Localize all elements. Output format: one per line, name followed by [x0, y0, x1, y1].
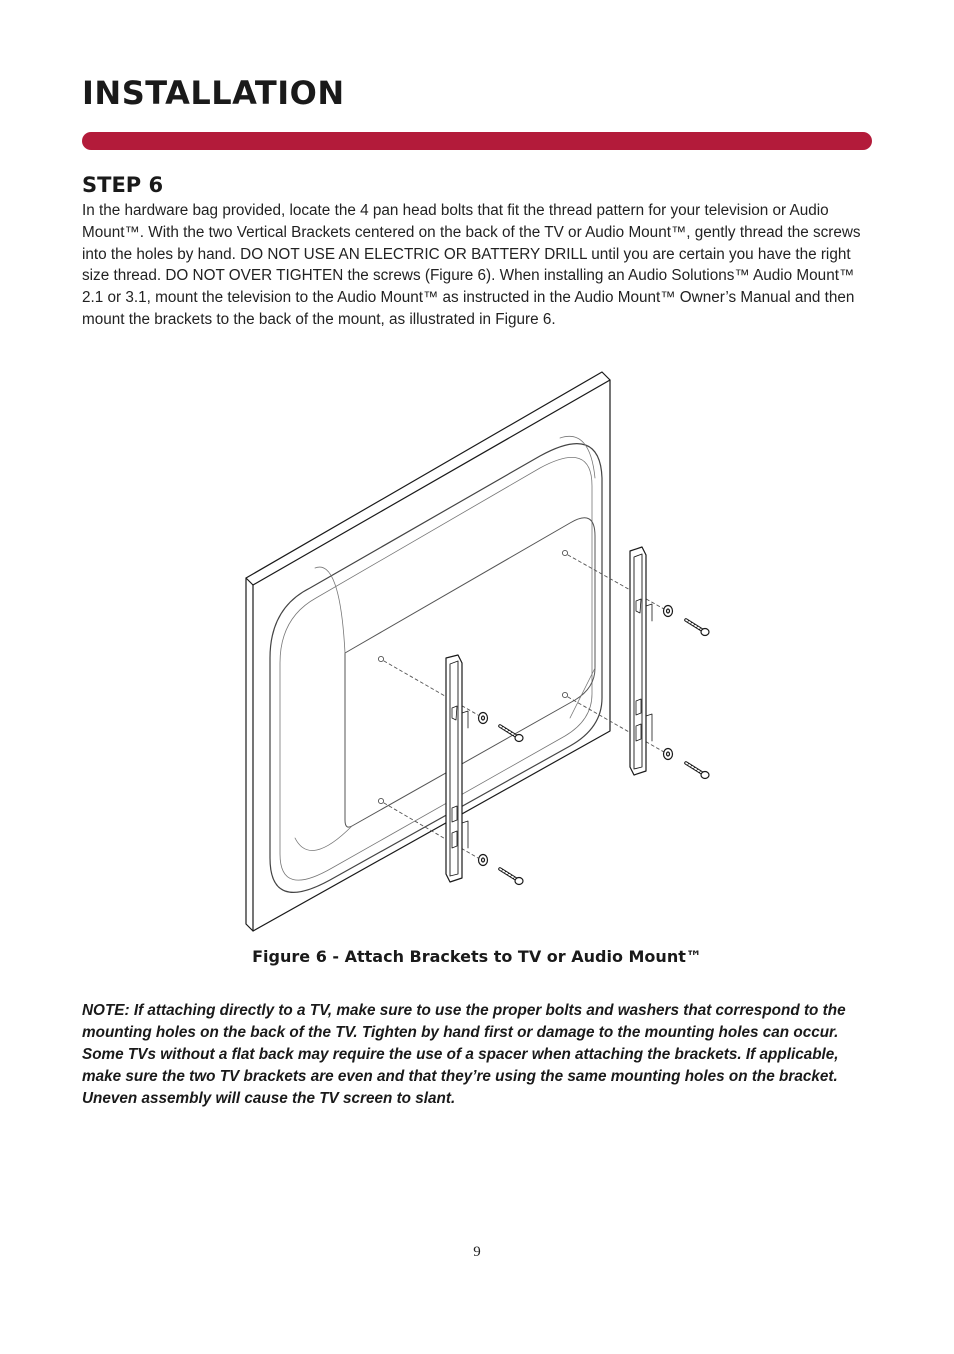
page-title: INSTALLATION	[82, 74, 345, 112]
figure-caption: Figure 6 - Attach Brackets to TV or Audio Mount™	[252, 947, 702, 966]
section-divider-bar	[82, 132, 872, 150]
tv-bracket-illustration	[240, 368, 720, 936]
page-number: 9	[473, 1244, 481, 1260]
bolt	[500, 869, 523, 885]
step-instructions: In the hardware bag provided, locate the 4 pan head bolts that fit the thread pattern for your television or Audio Mount™. With the two Vertical Brackets centered on the back of the TV or Audio Mount™, gently thread the screws into the holes by hand. DO NOT USE AN ELECTRIC OR BATTERY DRILL until you are certain you have the right size thread. DO NOT OVER TIGHTEN the screws (Figure 6). When installing an Audio Solutions™ Audio Mount™ 2.1 or 3.1, mount the television to the Audio Mount™ as instructed in the Audio Mount™ Owner’s Manual and then mount the brackets to the back of the mount, as illustrated in Figure 6.	[82, 202, 861, 328]
bolt	[686, 763, 709, 779]
right-vertical-bracket	[630, 547, 652, 775]
installation-note: NOTE: If attaching directly to a TV, make sure to use the proper bolts and washers that correspond to the mounting holes on the back of the TV. Tighten by hand first or damage to the mounting holes can occur. Some TVs without a flat back may require the use of a spacer when attaching the brackets. If applicable, make sure the two TV brackets are even and that they’re using the same mounting holes on the bracket. Uneven assembly will cause the TV screen to slant.	[82, 1002, 846, 1107]
tv-back-panel	[246, 372, 610, 931]
step-heading: STEP 6	[82, 173, 164, 197]
bolt	[686, 620, 709, 636]
